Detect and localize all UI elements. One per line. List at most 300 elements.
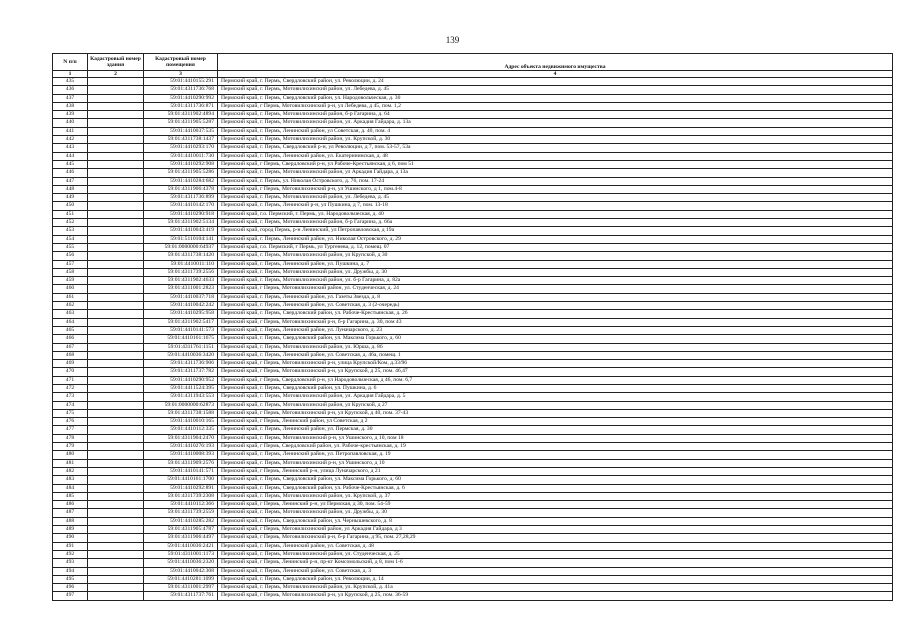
- property-address: Пермский край, г. Пермь, Ленинский район, ул. Пермская, д. 30: [218, 426, 893, 434]
- building-cadastral-number: [88, 501, 144, 509]
- row-number: 492: [53, 550, 88, 558]
- table-row: [53, 343, 893, 351]
- row-number: 454: [53, 235, 88, 243]
- building-cadastral-number: [88, 343, 144, 351]
- table-row: [53, 476, 893, 484]
- table-header: [53, 54, 893, 78]
- premises-cadastral-number: 59:01:4410037:535: [144, 127, 218, 135]
- premises-cadastral-number: 59:01:4311738:1420: [144, 252, 218, 260]
- row-number: 467: [53, 343, 88, 351]
- table-row: [53, 252, 893, 260]
- premises-cadastral-number: 59:01:4410281:1099: [144, 575, 218, 583]
- property-address: Пермский край, г. Пермь, Мотовилихинский район, ул. б-р Гагарина, д. 82а: [218, 277, 893, 285]
- building-cadastral-number: [88, 575, 144, 583]
- property-address: Пермский край, г. Пермь, Ленинский р-н, ул Пушкина, д 7, пом. 13-18: [218, 202, 893, 210]
- building-cadastral-number: [88, 567, 144, 575]
- premises-cadastral-number: 59:01:4410112:366: [144, 501, 218, 509]
- row-number: 476: [53, 418, 88, 426]
- row-number: 490: [53, 534, 88, 542]
- row-number: 449: [53, 194, 88, 202]
- premises-cadastral-number: 59:01:4311905:5286: [144, 169, 218, 177]
- row-number: 455: [53, 243, 88, 251]
- column-index: 1: [53, 71, 88, 78]
- building-cadastral-number: [88, 559, 144, 567]
- column-header-premises-cadastral: Кадастровый номер помещения: [144, 54, 218, 71]
- table-row: [53, 227, 893, 235]
- premises-cadastral-number: 59:01:0000000:62873: [144, 401, 218, 409]
- row-number: 451: [53, 210, 88, 218]
- table-row: [53, 144, 893, 152]
- property-address: Пермский край, г. Пермь, Мотовилихинский район, ул Крупской, д 27: [218, 401, 893, 409]
- premises-cadastral-number: 59:01:4410036:3420: [144, 351, 218, 359]
- table-row: [53, 575, 893, 583]
- premises-cadastral-number: 59:01:4311736:871: [144, 102, 218, 110]
- building-cadastral-number: [88, 467, 144, 475]
- premises-cadastral-number: 59:01:4311909:2576: [144, 459, 218, 467]
- building-cadastral-number: [88, 111, 144, 119]
- row-number: 475: [53, 409, 88, 417]
- building-cadastral-number: [88, 194, 144, 202]
- premises-cadastral-number: 59:01:4311902:4894: [144, 111, 218, 119]
- row-number: 452: [53, 219, 88, 227]
- row-number: 435: [53, 78, 88, 86]
- premises-cadastral-number: 59:01:4410042:308: [144, 567, 218, 575]
- row-number: 444: [53, 152, 88, 160]
- premises-cadastral-number: 59:01:4410161:1675: [144, 335, 218, 343]
- property-address: Пермский край, г. Пермь, Мотовилихинский район, ул. Лебедева, д. 45: [218, 194, 893, 202]
- table-row: [53, 219, 893, 227]
- property-address: Пермский край, г. Пермь, Ленинский район, ул. Петропавловская, д. 19: [218, 451, 893, 459]
- row-number: 484: [53, 484, 88, 492]
- property-address: Пермский край, г. Пермь, Мотовилихинский район, ул. Дружбы, д. 30: [218, 509, 893, 517]
- building-cadastral-number: [88, 376, 144, 384]
- property-address: Пермский край, г. Пермь, Мотовилихинский район, ул. Аркадия Гайдара, д. 5: [218, 393, 893, 401]
- table-row: [53, 517, 893, 525]
- building-cadastral-number: [88, 484, 144, 492]
- table-row: [53, 426, 893, 434]
- building-cadastral-number: [88, 409, 144, 417]
- row-number: 456: [53, 252, 88, 260]
- premises-cadastral-number: 59:01:4410042:242: [144, 302, 218, 310]
- premises-cadastral-number: 59:01:4410292:891: [144, 484, 218, 492]
- property-address: Пермский край, г. Пермь, Мотовилихинский район, ул. Аркадия Гайдара, д. 13а: [218, 119, 893, 127]
- table-row: [53, 94, 893, 102]
- table-row: [53, 368, 893, 376]
- property-address: Пермский край, г. Пермь, Ленинский район, ул. Луначарского, д. 23: [218, 326, 893, 334]
- building-cadastral-number: [88, 136, 144, 144]
- property-address: Пермский край, г. Пермь, Ленинский район, ул Советская, д. 40, пом. 4: [218, 127, 893, 135]
- row-number: 487: [53, 509, 88, 517]
- table-row: [53, 492, 893, 500]
- property-address: Пермский край, г.о. Пермский, г. Пермь, ул. Народовольческая, д. 40: [218, 210, 893, 218]
- premises-cadastral-number: 59:01:4410161:1700: [144, 476, 218, 484]
- property-address: Пермский край, г Пермь, Мотовилихинский р-н, ул Крупской, д 25, пом. 46,47: [218, 368, 893, 376]
- row-number: 483: [53, 476, 88, 484]
- property-address: Пермский край, г Пермь, Мотовилихинский р-н, б-р Гагарина, д. 30, пом 43: [218, 318, 893, 326]
- premises-cadastral-number: 59:01:4410011:730: [144, 152, 218, 160]
- row-number: 438: [53, 102, 88, 110]
- row-number: 495: [53, 575, 88, 583]
- row-number: 468: [53, 351, 88, 359]
- table-row: [53, 418, 893, 426]
- premises-cadastral-number: 59:01:4411524:395: [144, 384, 218, 392]
- row-number: 462: [53, 302, 88, 310]
- row-number: 450: [53, 202, 88, 210]
- premises-cadastral-number: 59:01:4311761:1151: [144, 343, 218, 351]
- row-number: 448: [53, 185, 88, 193]
- property-address: Пермский край, г. Пермь, Ленинский район, ул. Советская, д. 3: [218, 567, 893, 575]
- premises-cadastral-number: 59:01:4311906:4378: [144, 185, 218, 193]
- table-row: [53, 285, 893, 293]
- row-number: 496: [53, 584, 88, 592]
- premises-cadastral-number: 59:01:4311739:2559: [144, 509, 218, 517]
- property-address: Пермский край, г Пермь, Мотовилихинский р-н, ул Лебедева, д 45, пом. 1,2: [218, 102, 893, 110]
- row-number: 478: [53, 434, 88, 442]
- building-cadastral-number: [88, 102, 144, 110]
- property-address: Пермский край, г. Пермь, Свердловский район, ул. Революции, д. 14: [218, 575, 893, 583]
- premises-cadastral-number: 59:01:4311736:906: [144, 360, 218, 368]
- row-number: 439: [53, 111, 88, 119]
- table-row: [53, 434, 893, 442]
- table-row: [53, 384, 893, 392]
- property-address: Пермский край, г. Пермь, Свердловский р-н, ул Революции, д 7, пом. 53-57, 53а: [218, 144, 893, 152]
- property-address: Пермский край, г. Пермь, Свердловский район, ул. Рабоче-Крестьянская, д. 6: [218, 484, 893, 492]
- property-address: Пермский край, г. Пермь, Свердловский район, ул. Чернышевского, д. 8: [218, 517, 893, 525]
- premises-cadastral-number: 59:01:5110104:141: [144, 235, 218, 243]
- building-cadastral-number: [88, 119, 144, 127]
- table-row: [53, 160, 893, 168]
- building-cadastral-number: [88, 443, 144, 451]
- building-cadastral-number: [88, 318, 144, 326]
- premises-cadastral-number: 59:01:4311739:2308: [144, 492, 218, 500]
- premises-cadastral-number: 59:01:4311001:2823: [144, 285, 218, 293]
- column-header-address: Адрес объекта недвижимого имущества: [218, 54, 893, 71]
- property-address: Пермский край, г. Пермь, Свердловский район, ул. Революции, д. 24: [218, 78, 893, 86]
- table-row: [53, 376, 893, 384]
- table-row: [53, 335, 893, 343]
- row-number: 461: [53, 293, 88, 301]
- row-number: 445: [53, 160, 88, 168]
- property-address: Пермский край, г. Пермь, Свердловский район, ул. Максима Горького, д. 60: [218, 335, 893, 343]
- property-address: Пермский край, г. Пермь, ул. Николая Островского, д. 76, пом. 17-24: [218, 177, 893, 185]
- property-address: Пермский край, г. Пермь, Мотовилихинский район, ул Аркадия Гайдара, д 13а: [218, 169, 893, 177]
- row-number: 470: [53, 368, 88, 376]
- row-number: 471: [53, 376, 88, 384]
- building-cadastral-number: [88, 78, 144, 86]
- row-number: 466: [53, 335, 88, 343]
- table-row: [53, 409, 893, 417]
- row-number: 458: [53, 268, 88, 276]
- table-body: [53, 78, 893, 601]
- property-address: Пермский край, г Пермь, Мотовилихинский р-н, б-р Гагарина, д 95, пом. 27,28,29: [218, 534, 893, 542]
- table-row: [53, 393, 893, 401]
- building-cadastral-number: [88, 127, 144, 135]
- premises-cadastral-number: 59:01:4311943:553: [144, 393, 218, 401]
- page-number: 139: [445, 35, 460, 45]
- table-row: [53, 584, 893, 592]
- building-cadastral-number: [88, 384, 144, 392]
- table-row: [53, 102, 893, 110]
- property-address: Пермский край, г Пермь, Свердловский район, ул. Рабоче-крестьянская, д. 19: [218, 443, 893, 451]
- table-row: [53, 268, 893, 276]
- premises-cadastral-number: 59:01:4311737:761: [144, 592, 218, 600]
- row-number: 488: [53, 517, 88, 525]
- table-row: [53, 302, 893, 310]
- row-number: 474: [53, 401, 88, 409]
- building-cadastral-number: [88, 542, 144, 550]
- premises-cadastral-number: 59:01:4410142:170: [144, 202, 218, 210]
- column-header-number: N п/п: [53, 54, 88, 71]
- premises-cadastral-number: 59:01:4311902:5417: [144, 318, 218, 326]
- table-row: [53, 467, 893, 475]
- row-number: 472: [53, 384, 88, 392]
- table-row: [53, 119, 893, 127]
- table-row: [53, 310, 893, 318]
- building-cadastral-number: [88, 252, 144, 260]
- row-number: 480: [53, 451, 88, 459]
- premises-cadastral-number: 59:01:4311001:1173: [144, 550, 218, 558]
- table-row: [53, 260, 893, 268]
- table-row: [53, 567, 893, 575]
- row-number: 489: [53, 526, 88, 534]
- row-number: 463: [53, 310, 88, 318]
- building-cadastral-number: [88, 293, 144, 301]
- table-row: [53, 443, 893, 451]
- table-row: [53, 152, 893, 160]
- column-index: 2: [88, 71, 144, 78]
- table-row: [53, 78, 893, 86]
- building-cadastral-number: [88, 326, 144, 334]
- premises-cadastral-number: 59:01:4410285:282: [144, 517, 218, 525]
- building-cadastral-number: [88, 185, 144, 193]
- row-number: 493: [53, 559, 88, 567]
- table-row: [53, 318, 893, 326]
- building-cadastral-number: [88, 517, 144, 525]
- premises-cadastral-number: 59:01:4311738:1437: [144, 136, 218, 144]
- row-number: 459: [53, 277, 88, 285]
- premises-cadastral-number: 59:01:4410284:682: [144, 177, 218, 185]
- table-row: [53, 169, 893, 177]
- property-address: Пермский край, г. Пермь, Мотовилихинский р-н, ул Ушинского, д 10, пом 18: [218, 434, 893, 442]
- building-cadastral-number: [88, 360, 144, 368]
- table-row: [53, 451, 893, 459]
- row-number: 465: [53, 326, 88, 334]
- row-number: 482: [53, 467, 88, 475]
- premises-cadastral-number: 59:01:4410141:573: [144, 326, 218, 334]
- building-cadastral-number: [88, 459, 144, 467]
- building-cadastral-number: [88, 509, 144, 517]
- premises-cadastral-number: 59:01:4311001:2997: [144, 584, 218, 592]
- building-cadastral-number: [88, 526, 144, 534]
- premises-cadastral-number: 59:01:4410036:2421: [144, 542, 218, 550]
- property-address: Пермский край, г. Пермь, Мотовилихинский район, б-р Гагарина, д. 64: [218, 111, 893, 119]
- premises-cadastral-number: 59:01:4311906:4497: [144, 534, 218, 542]
- property-address: Пермский край, г. Пермь, Ленинский район, ул. Николая Островского, д. 29: [218, 235, 893, 243]
- property-address: Пермский край, г. Пермь, Ленинский район, ул. Советская, д. 46а, помещ. 1: [218, 351, 893, 359]
- property-address: Пермский край, г. Пермь, Мотовилихинский район, ул. Юрша, д. 86: [218, 343, 893, 351]
- property-address: Пермский край, г. Пермь, Мотовилихинский район, ул. Лебедева, д. 45: [218, 86, 893, 94]
- table-row: [53, 86, 893, 94]
- column-index: 4: [218, 71, 893, 78]
- row-number: 457: [53, 260, 88, 268]
- row-number: 443: [53, 144, 88, 152]
- table-row: [53, 501, 893, 509]
- building-cadastral-number: [88, 243, 144, 251]
- building-cadastral-number: [88, 393, 144, 401]
- building-cadastral-number: [88, 592, 144, 600]
- table-row: [53, 592, 893, 600]
- property-address: Пермский край, г Пермь, Мотовилихинский район, ул Аркадия Гайдара, д 3: [218, 526, 893, 534]
- table-row: [53, 111, 893, 119]
- table-row: [53, 326, 893, 334]
- premises-cadastral-number: 59:01:4311905:4787: [144, 526, 218, 534]
- building-cadastral-number: [88, 169, 144, 177]
- premises-cadastral-number: 59:01:4410010:165: [144, 418, 218, 426]
- property-address: Пермский край, г. Пермь, Свердловский район, ул. Народовольческая, д. 30: [218, 94, 893, 102]
- table-row: [53, 459, 893, 467]
- premises-cadastral-number: 59:01:4410008:393: [144, 451, 218, 459]
- row-number: 481: [53, 459, 88, 467]
- property-address: Пермский край, г Пермь, Ленинский р-н, улица Луначарского, д 21: [218, 467, 893, 475]
- premises-cadastral-number: 59:01:4410036:2320: [144, 559, 218, 567]
- table-row: [53, 509, 893, 517]
- row-number: 491: [53, 542, 88, 550]
- building-cadastral-number: [88, 534, 144, 542]
- property-address: Пермский край, город Пермь, р-н Ленинский, ул Петропавловская, д 19а: [218, 227, 893, 235]
- property-address: Пермский край, г. Пермь, Мотовилихинский район, ул. Студенческая, д. 25: [218, 550, 893, 558]
- building-cadastral-number: [88, 144, 144, 152]
- row-number: 442: [53, 136, 88, 144]
- row-number: 473: [53, 393, 88, 401]
- premises-cadastral-number: 59:01:4410011:110: [144, 260, 218, 268]
- row-number: 446: [53, 169, 88, 177]
- building-cadastral-number: [88, 260, 144, 268]
- building-cadastral-number: [88, 302, 144, 310]
- building-cadastral-number: [88, 177, 144, 185]
- property-address: Пермский край, г. Пермь, Мотовилихинский район, ул. Крупской, д. 30: [218, 136, 893, 144]
- premises-cadastral-number: 59:01:4311902:5134: [144, 219, 218, 227]
- row-number: 469: [53, 360, 88, 368]
- premises-cadastral-number: 59:01:4410290:918: [144, 210, 218, 218]
- table-row: [53, 185, 893, 193]
- building-cadastral-number: [88, 426, 144, 434]
- building-cadastral-number: [88, 310, 144, 318]
- property-address: Пермский край, г. Пермь, Свердловский район, ул. Рабоче-Крестьянская, д. 26: [218, 310, 893, 318]
- row-number: 479: [53, 443, 88, 451]
- building-cadastral-number: [88, 285, 144, 293]
- row-number: 437: [53, 94, 88, 102]
- building-cadastral-number: [88, 368, 144, 376]
- building-cadastral-number: [88, 451, 144, 459]
- building-cadastral-number: [88, 492, 144, 500]
- table-row: [53, 293, 893, 301]
- table-row: [53, 550, 893, 558]
- property-address: Пермский край, г Пермь, Ленинский район, ул Советская, д 2: [218, 418, 893, 426]
- premises-cadastral-number: 59:01:4410141:571: [144, 467, 218, 475]
- property-address: Пермский край, г. Пермь, Мотовилихинский район, ул. Дружбы, д. 30: [218, 268, 893, 276]
- table-row: [53, 127, 893, 135]
- table-row: [53, 534, 893, 542]
- building-cadastral-number: [88, 401, 144, 409]
- building-cadastral-number: [88, 268, 144, 276]
- premises-cadastral-number: 59:01:4311739:2556: [144, 268, 218, 276]
- premises-cadastral-number: 59:01:4311905:5287: [144, 119, 218, 127]
- building-cadastral-number: [88, 235, 144, 243]
- property-address: Пермский край, г. Пермь, Свердловский район, ул. Максима Горького, д. 60: [218, 476, 893, 484]
- column-index: 3: [144, 71, 218, 78]
- building-cadastral-number: [88, 550, 144, 558]
- property-address: Пермский край, г. Пермь, Ленинский район, ул. Екатерининская, д. 48: [218, 152, 893, 160]
- property-address: Пермский край, г Пермь, Ленинский р-н, пр-кт Комсомольский, д 8, пом 1-6: [218, 559, 893, 567]
- premises-cadastral-number: 59:01:4311737:782: [144, 368, 218, 376]
- property-address: Пермский край, г Пермь, Мотовилихинский район, ул. Студенческая, д. 24: [218, 285, 893, 293]
- building-cadastral-number: [88, 219, 144, 227]
- property-address: Пермский край, г Пермь, Свердловский р-н, ул Народовольческая, д 46, пом. 6,7: [218, 376, 893, 384]
- premises-cadastral-number: 59:01:4410295:958: [144, 310, 218, 318]
- property-address: Пермский край, г. Пермь, Ленинский район, ул. Советская, д. 48: [218, 542, 893, 550]
- building-cadastral-number: [88, 418, 144, 426]
- row-number: 486: [53, 501, 88, 509]
- table-row: [53, 136, 893, 144]
- table-row: [53, 542, 893, 550]
- premises-cadastral-number: 59:01:4410290:952: [144, 376, 218, 384]
- premises-cadastral-number: 59:01:4311736:768: [144, 86, 218, 94]
- table-row: [53, 277, 893, 285]
- table-row: [53, 210, 893, 218]
- table-row: [53, 235, 893, 243]
- premises-cadastral-number: 59:01:4410293:170: [144, 144, 218, 152]
- row-number: 440: [53, 119, 88, 127]
- row-number: 477: [53, 426, 88, 434]
- row-number: 436: [53, 86, 88, 94]
- building-cadastral-number: [88, 584, 144, 592]
- property-address: Пермский край, г. Пермь, Ленинский район, ул. Советская, д. 3 (2-очередь): [218, 302, 893, 310]
- building-cadastral-number: [88, 94, 144, 102]
- building-cadastral-number: [88, 351, 144, 359]
- premises-cadastral-number: 59:01:4311736:899: [144, 194, 218, 202]
- row-number: 464: [53, 318, 88, 326]
- property-address: Пермский край, г. Пермь, Мотовилихинский район, ул Крупской, д 30: [218, 252, 893, 260]
- property-address: Пермский край, г Пермь, Свердловский р-н, ул Рабоче-Крестьянская, д 6, пом 51: [218, 160, 893, 168]
- property-address: Пермский край, г. Пермь, Мотовилихинский р-н, ул Ушинского, д 10: [218, 459, 893, 467]
- premises-cadastral-number: 59:01:4311904:2470: [144, 434, 218, 442]
- building-cadastral-number: [88, 227, 144, 235]
- building-cadastral-number: [88, 86, 144, 94]
- table-row: [53, 177, 893, 185]
- property-address: Пермский край, г. Пермь, Свердловский район, ул. Пушкина, д. 6: [218, 384, 893, 392]
- property-address: Пермский край, г Пермь, Мотовилихинский р-н, ул Крупской, д 25, пом. 36-59: [218, 592, 893, 600]
- property-address: Пермский край, г. Пермь, Ленинский район, ул. Газеты Звезда, д. 8: [218, 293, 893, 301]
- property-address: Пермский край, г Пермь, Мотовилихинский р-н, ул Ушинского, д 1, пом.4-8: [218, 185, 893, 193]
- building-cadastral-number: [88, 277, 144, 285]
- table-row: [53, 484, 893, 492]
- premises-cadastral-number: 59:01:0000000:64937: [144, 243, 218, 251]
- building-cadastral-number: [88, 335, 144, 343]
- premises-cadastral-number: 59:01:4410276:193: [144, 443, 218, 451]
- table-row: [53, 559, 893, 567]
- table-row: [53, 194, 893, 202]
- premises-cadastral-number: 59:01:4410155:291: [144, 78, 218, 86]
- row-number: 497: [53, 592, 88, 600]
- building-cadastral-number: [88, 210, 144, 218]
- row-number: 485: [53, 492, 88, 500]
- row-number: 441: [53, 127, 88, 135]
- building-cadastral-number: [88, 434, 144, 442]
- table-row: [53, 202, 893, 210]
- premises-cadastral-number: 59:01:4410290:992: [144, 94, 218, 102]
- property-address: Пермский край, г. Пермь, Ленинский район, ул. Пушкина, д. 7: [218, 260, 893, 268]
- property-address: Пермский край, г.о. Пермский, г Пермь, ул Тургенева, д. 12, помещ. 07: [218, 243, 893, 251]
